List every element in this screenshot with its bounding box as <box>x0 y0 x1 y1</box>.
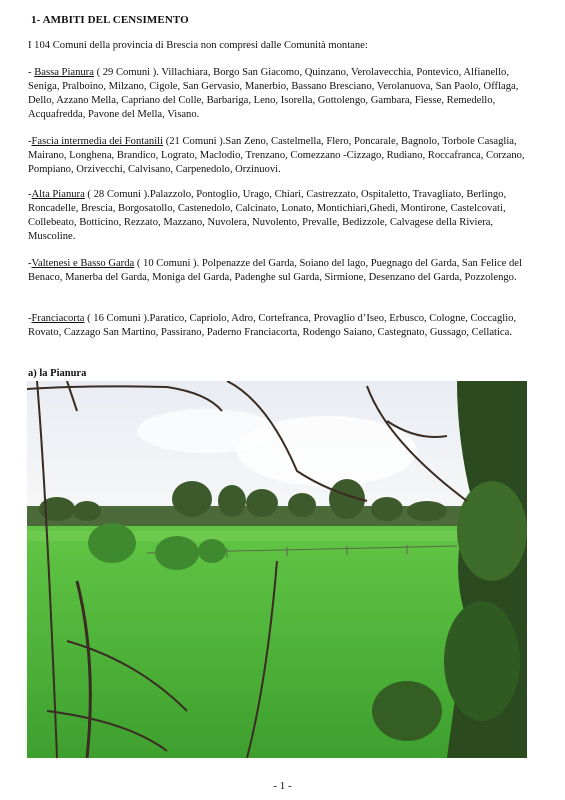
figure-caption: a) la Pianura <box>28 368 87 379</box>
paragraph-body: ( 29 Comuni ). Villachiara, Borgo San Giacomo, Quinzano, Verolavecchia, Pontevico, Alfianello, Seniga, Pralboino, Milzano, Cigole, San Gervasio, Manerbio, Bassano Bresciano, Verolanuova, San Paolo, Offlaga, Dello, Azzano Mella, Capriano del Colle, Barbariga, Leno, Isorella, Gottolengo, Gambara, Fiesse, Remedello, Acquafredda, Pavone del Mella, Visano. <box>28 67 519 120</box>
paragraph-body: ( 28 Comuni ).Palazzolo, Pontoglio, Urago, Chiari, Castrezzato, Ospitaletto, Travagliato, Berlingo, Roncadelle, Brescia, Borgosatollo, Castenedolo, Calcinato, Lonato, Montichiari,Ghedi, Montirone, Castelcovati, Collebeato, Botticino, Rezzato, Mazzano, Nuvolera, Nuvolento, Prevalle, Bedizzole, Calvagese della Riviera, Muscoline. <box>28 189 507 242</box>
paragraph-body: (21 Comuni ).San Zeno, Castelmella, Flero, Poncarale, Bagnolo, Torbole Casaglia, Mairano, Longhena, Brandico, Lograto, Maclodio, Trenzano, Comezzano -Cizzago, Rudiano, Roccafranca, Corzano, Pompiano, Orzivecchi, Calvisano, Carpenedolo, Orzinuovi. <box>28 136 525 175</box>
page-number: - 1 - <box>273 780 292 792</box>
intro-paragraph: I 104 Comuni della provincia di Brescia non compresi dalle Comunità montane: <box>28 40 368 51</box>
cloud <box>137 409 277 453</box>
section-heading: 1- AMBITI DEL CENSIMENTO <box>31 14 189 26</box>
paragraph-title: Fascia intermedia dei Fontanili <box>31 136 164 147</box>
paragraph-prefix: - <box>28 67 35 78</box>
paragraph-title: Bassa Pianura <box>34 67 94 78</box>
paragraph-title: Alta Pianura <box>31 189 85 200</box>
paragraph-body: ( 10 Comuni ). Polpenazze del Garda, Soiano del lago, Puegnago del Garda, San Felice del Benaco, Manerba del Garda, Moniga del Garda, Padenghe sul Garda, Sirmione, Desenzano del Garda, Pozzolengo. <box>28 258 522 283</box>
paragraph-bassa-pianura <box>28 66 538 122</box>
paragraph-prefix: - <box>28 136 32 147</box>
paragraph-fontanili <box>28 135 538 177</box>
paragraph-body: ( 16 Comuni ).Paratico, Capriolo, Adro, Cortefranca, Provaglio d’Iseo, Erbusco, Cologne, Coccaglio, Rovato, Cazzago San Martino, Passirano, Paderno Franciacorta, Rodengo Saiano, Castegnato, Gussago, Cellatica. <box>28 313 517 338</box>
paragraph-title: Valtenesi e Basso Garda <box>31 258 135 269</box>
paragraph-valtenesi <box>28 257 538 285</box>
paragraph-franciacorta <box>28 312 538 340</box>
paragraph-title: Franciacorta <box>31 313 85 324</box>
paragraph-prefix: - <box>28 189 32 200</box>
paragraph-alta-pianura <box>28 188 538 244</box>
landscape-photo <box>27 381 527 758</box>
paragraph-prefix: - <box>28 313 32 324</box>
paragraph-prefix: - <box>28 258 32 269</box>
